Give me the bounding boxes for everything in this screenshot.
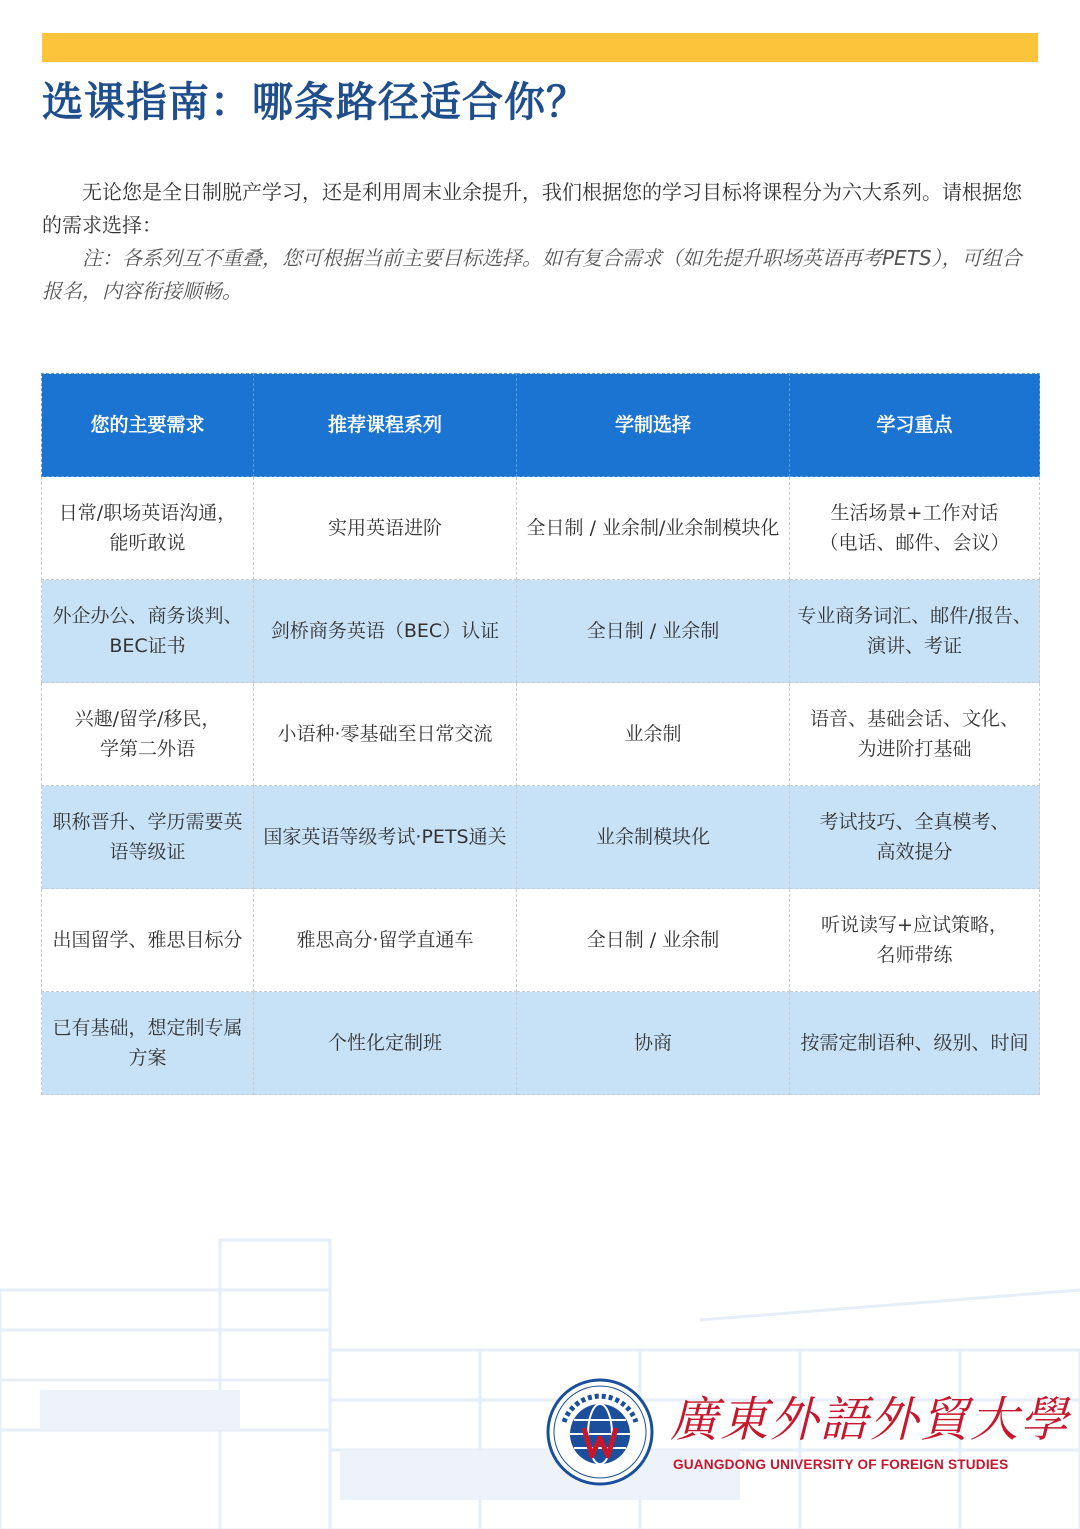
table-cell: [790, 889, 1040, 992]
cell-text: 雅思高分·留学直通车: [296, 929, 474, 951]
table-cell: [254, 786, 517, 889]
table-cell: [254, 992, 517, 1095]
table-cell: [42, 786, 254, 889]
cell-text: 日常/职场英语沟通， 能听敢说: [58, 502, 237, 554]
cell-text: 外企办公、商务谈判、 BEC证书: [52, 605, 243, 657]
building-watermark: [0, 1230, 1080, 1529]
table-cell: [254, 477, 517, 580]
table-cell: [517, 889, 790, 992]
table-row: [42, 992, 1040, 1095]
intro-paragraph: 无论您是全日制脱产学习，还是利用周末业余提升，我们根据您的学习目标将课程分为六大系列。请根据您的需求选择：: [42, 180, 1022, 237]
course-guide-table: [41, 373, 1040, 1095]
cell-text: 协商: [633, 1032, 672, 1054]
table-cell: [517, 992, 790, 1095]
note-paragraph: 注：各系列互不重叠，您可根据当前主要目标选择。如有复合需求（如先提升职场英语再考PETS），可组合报名，内容衔接顺畅。: [42, 246, 1022, 303]
cell-text: 生活场景+工作对话 （电话、邮件、会议）: [819, 502, 1010, 554]
cell-text: 全日制 / 业余制: [586, 620, 720, 642]
table-cell: [254, 683, 517, 786]
table-cell: [42, 477, 254, 580]
university-name-chinese: 廣東外語外貿大學: [670, 1392, 1071, 1448]
header-schedule: 学制选择: [517, 374, 790, 477]
intro-section: [42, 176, 1038, 308]
university-name-english: GUANGDONG UNIVERSITY OF FOREIGN STUDIES: [673, 1457, 1009, 1472]
cell-text: 国家英语等级考试·PETS通关: [263, 826, 507, 848]
table-cell: [42, 992, 254, 1095]
table-cell: [517, 683, 790, 786]
cell-text: 专业商务词汇、邮件/报告、 演讲、考证: [797, 605, 1032, 657]
cell-text: 按需定制语种、级别、时间: [800, 1032, 1029, 1054]
table-cell: [42, 580, 254, 683]
cell-text: 剑桥商务英语（BEC）认证: [270, 620, 500, 642]
table-cell: [517, 580, 790, 683]
header-focus: 学习重点: [790, 374, 1040, 477]
cell-text: 实用英语进阶: [327, 517, 442, 539]
cell-text: 个性化定制班: [327, 1032, 442, 1054]
cell-text: 全日制 / 业余制/业余制模块化: [526, 517, 780, 539]
page-title: 选课指南：哪条路径适合你？: [42, 78, 588, 126]
table-cell: [517, 477, 790, 580]
table-cell: [790, 992, 1040, 1095]
table-cell: [517, 786, 790, 889]
cell-text: 兴趣/留学/移民， 学第二外语: [74, 708, 221, 760]
cell-text: 出国留学、雅思目标分: [52, 929, 243, 951]
table-cell: [790, 786, 1040, 889]
cell-text: 全日制 / 业余制: [586, 929, 720, 951]
cell-text: 业余制模块化: [595, 826, 710, 848]
table-row: [42, 889, 1040, 992]
table-row: [42, 683, 1040, 786]
table-row: [42, 477, 1040, 580]
top-accent-bar: [42, 33, 1038, 62]
table-cell: [790, 580, 1040, 683]
cell-text: 语音、基础会话、文化、 为进阶打基础: [809, 708, 1019, 760]
table-cell: [254, 889, 517, 992]
cell-text: 已有基础，想定制专属 方案: [52, 1017, 243, 1069]
cell-text: 考试技巧、全真模考、 高效提分: [819, 811, 1010, 863]
table-cell: [254, 580, 517, 683]
cell-text: 职称晋升、学历需要英 语等级证: [52, 811, 243, 863]
cell-text: 听说读写+应试策略， 名师带练: [821, 914, 1008, 966]
cell-text: 小语种·零基础至日常交流: [277, 723, 493, 745]
table-cell: [42, 889, 254, 992]
header-series: 推荐课程系列: [254, 374, 517, 477]
header-need: 您的主要需求: [42, 374, 254, 477]
table-header-row: [42, 374, 1040, 477]
table-row: [42, 786, 1040, 889]
table-cell: [790, 683, 1040, 786]
university-globe-emblem-icon: [546, 1378, 654, 1486]
table-cell: [790, 477, 1040, 580]
table-row: [42, 580, 1040, 683]
cell-text: 业余制: [624, 723, 682, 745]
table-cell: [42, 683, 254, 786]
